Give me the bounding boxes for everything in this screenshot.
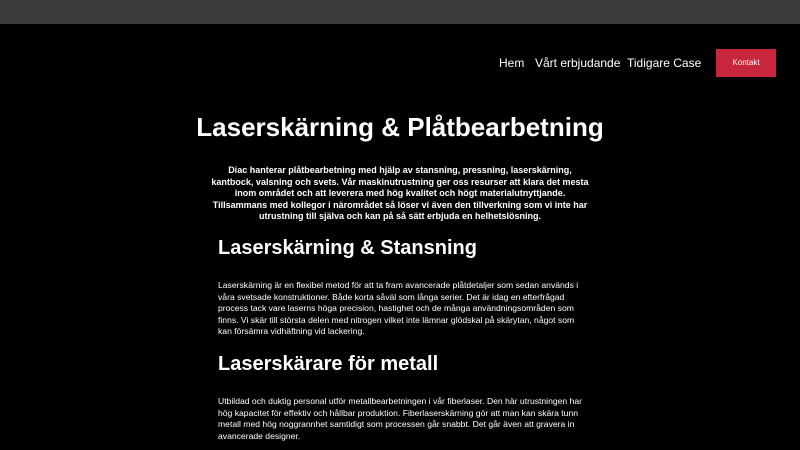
main-navigation <box>0 48 800 78</box>
browser-top-strip <box>0 0 800 24</box>
contact-button[interactable]: Kontakt <box>716 49 776 77</box>
section-heading-laser-stansning: Laserskärning & Stansning <box>218 237 477 259</box>
section-text-laserskarare: Utbildad och duktig personal utför metallbearbetningen i vår fiberlaser. Den här utrustningen har hög kapacitet för effektiv och hållbar produktion. Fiberlaserskärning gör att man kan skära tunn metall med hög noggrannhet samtidigt som processen går snabbt. Det går även att gravera in avancerade designer. <box>218 396 583 441</box>
intro-text: Diac hanterar plåtbearbetning med hjälp av stansning, pressning, laserskärning, kantbock, valsning och svets. Vår maskinutrustning ger oss resurser att klara det mesta inom området och att leverera med hög kvalitet och högt materialutnyttjande. Tillsammans med kollegor i närområdet så löser vi även den tillverkning som vi inte har utrustning till själva och kan på så sätt erbjuda en helhetslösning. <box>211 165 589 221</box>
page-title: Laserskärning & Plåtbearbetning <box>196 112 604 142</box>
nav-link-offer[interactable]: Vårt erbjudande <box>535 56 621 70</box>
nav-link-cases[interactable]: Tidigare Case <box>627 56 702 70</box>
section-text-laser-stansning: Laserskärning är en flexibel metod för att ta fram avancerade plåtdetaljer som sedan används i våra svetsade konstruktioner. Både korta såväl som långa serier. Det är idag en efterfrågad process tack vare laserns höga precision, hastighet och de många användningsområden som finns. Vi skär till största delen med nitrogen vilket inte lämnar glödskal på skärytan, något som kan försämra vidhäftning vid lackering. <box>218 280 579 336</box>
nav-link-home[interactable]: Hem <box>499 56 525 70</box>
section-heading-laserskarare: Laserskärare för metall <box>218 353 439 375</box>
